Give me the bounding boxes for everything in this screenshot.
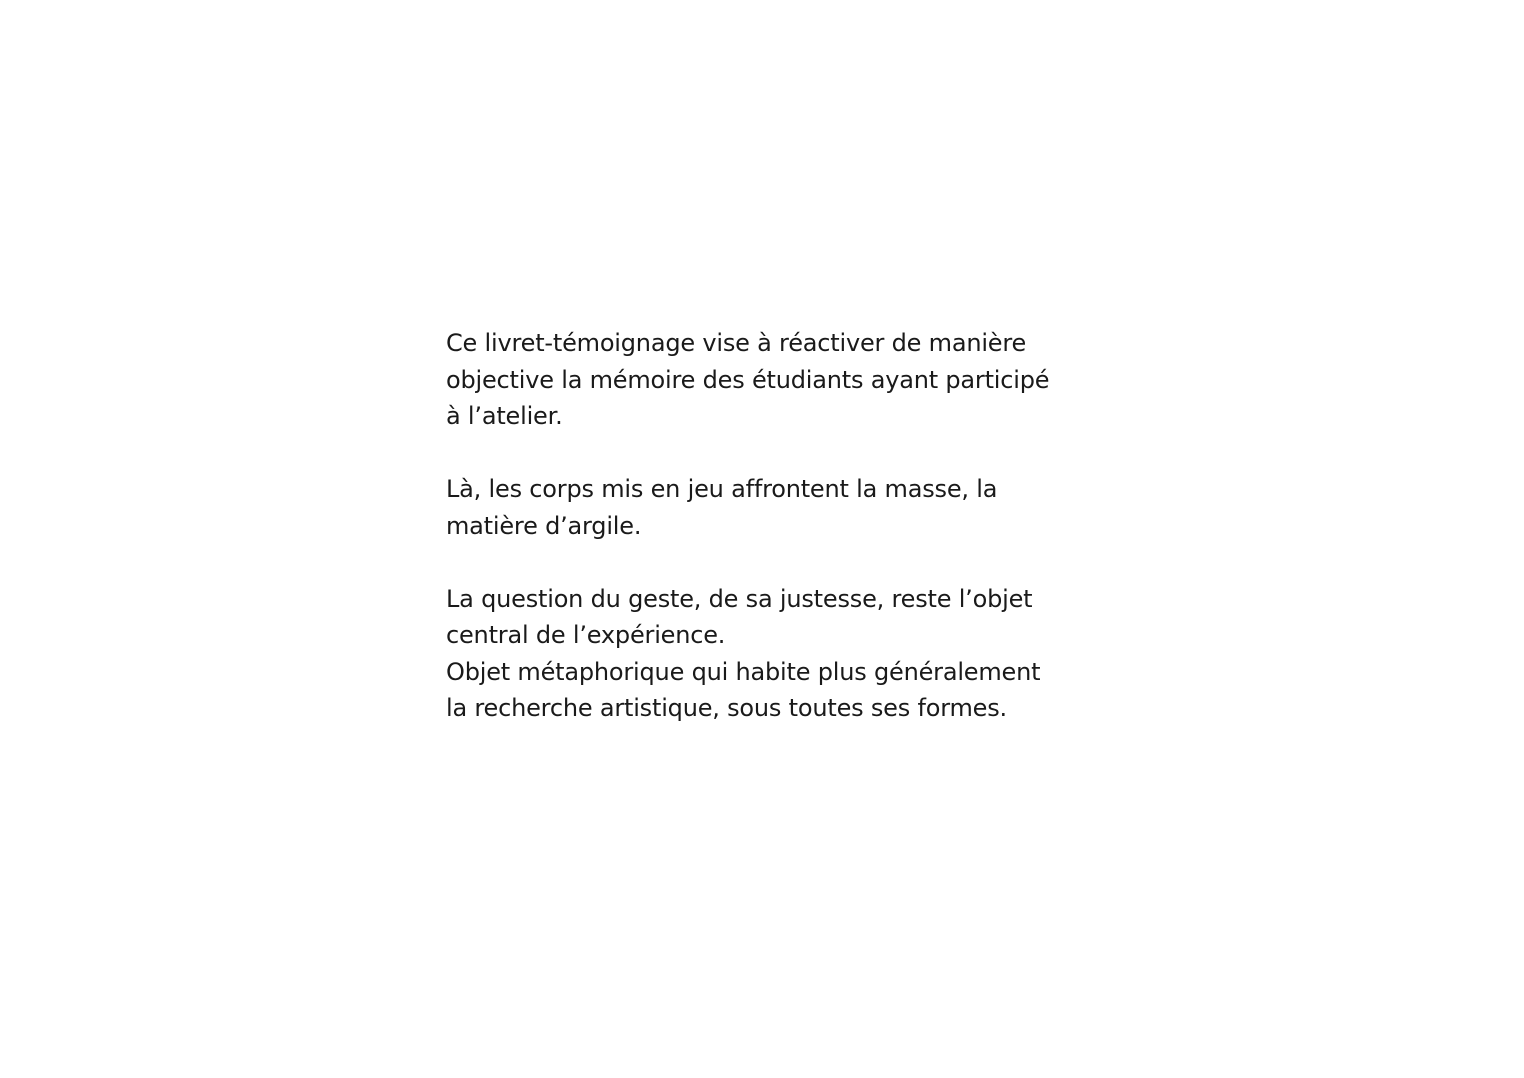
text-line: objective la mémoire des étudiants ayant participé [446, 365, 1050, 394]
paragraph-intro [446, 325, 1106, 435]
text-line: la recherche artistique, sous toutes ses formes. [446, 694, 1007, 722]
text-line: à l’atelier. [446, 402, 563, 430]
body-text [446, 325, 1106, 727]
text-line: Là, les corps mis en jeu affrontent la masse, la [446, 475, 998, 503]
text-line: central de l’expérience. [446, 621, 726, 649]
text-line: Ce livret-témoignage vise à réactiver de manière [446, 329, 1027, 357]
paragraph-matter [446, 471, 1106, 544]
text-line: La question du geste, de sa justesse, reste l’objet [446, 584, 1033, 613]
text-line: matière d’argile. [446, 511, 642, 540]
text-line: Objet métaphorique qui habite plus généralement [446, 657, 1041, 686]
paragraph-gesture [446, 581, 1106, 727]
